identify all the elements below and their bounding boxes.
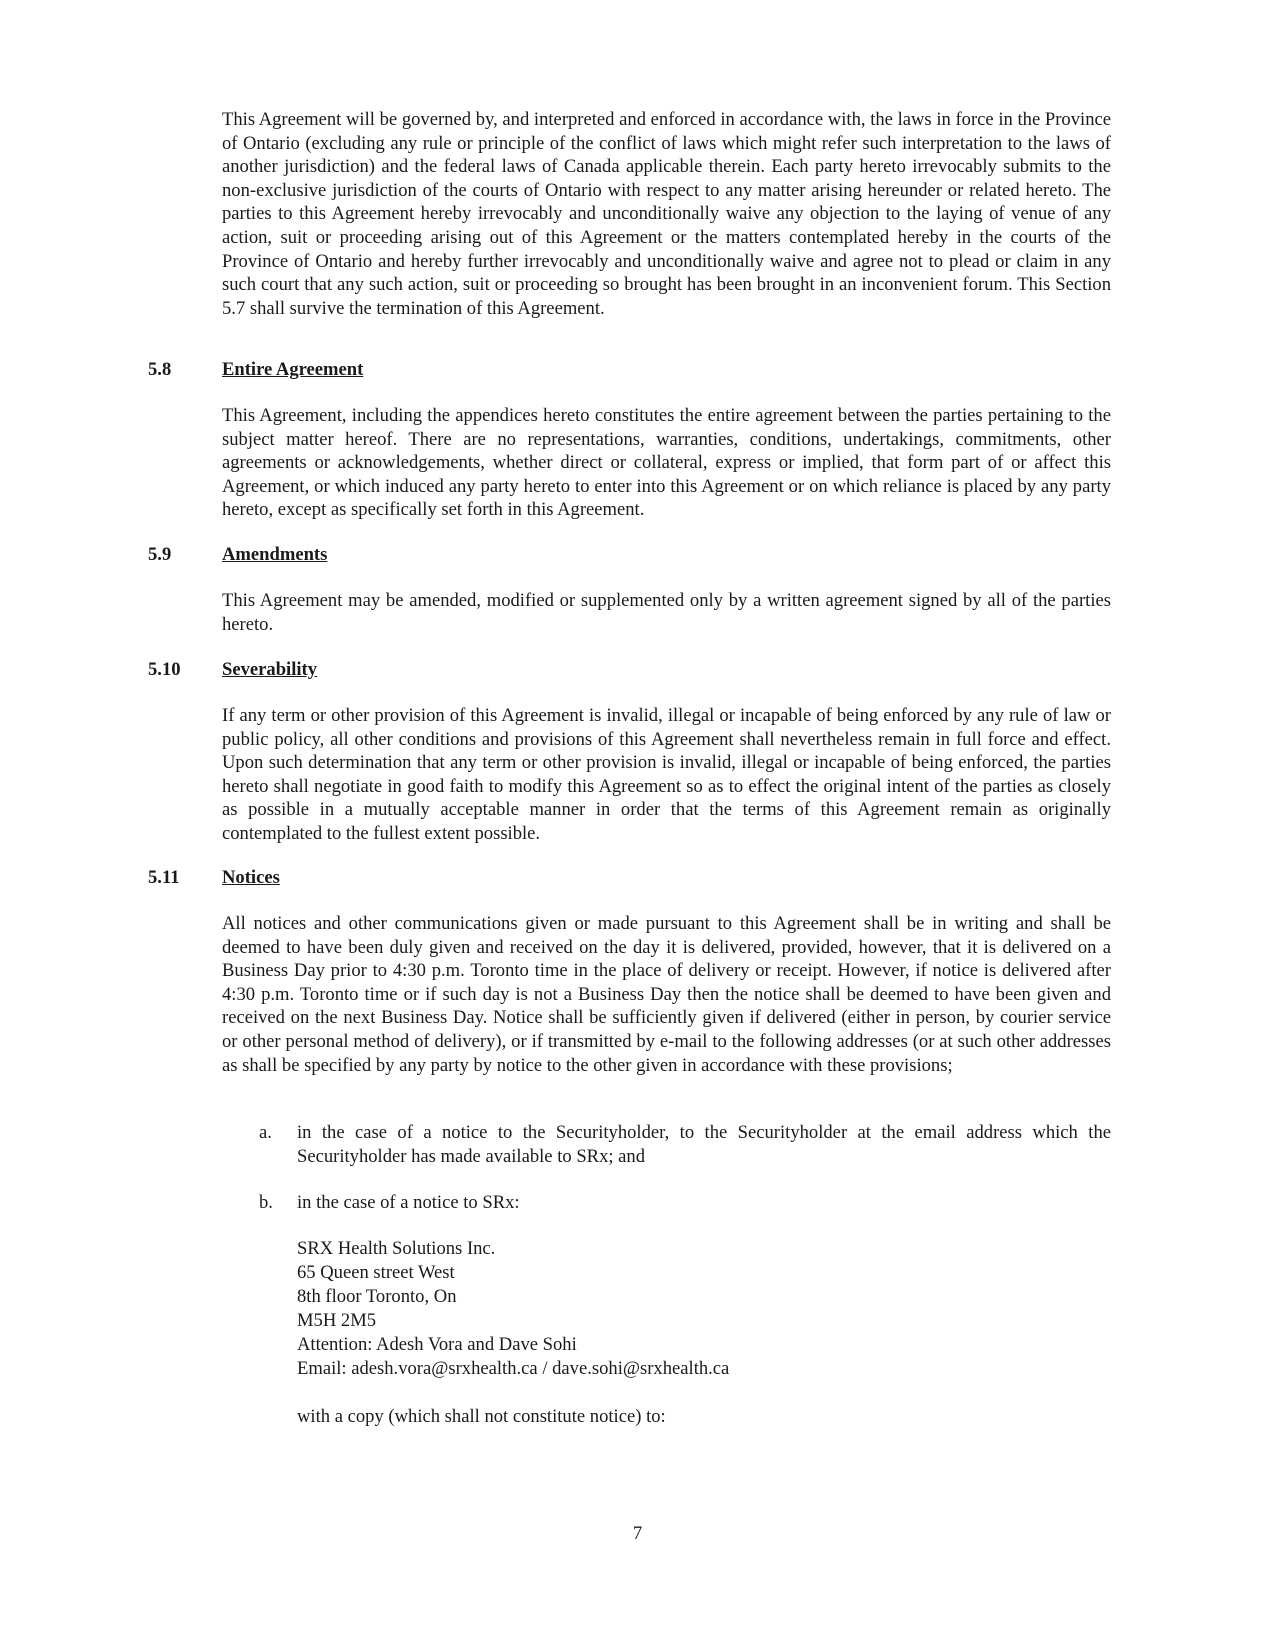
address-postal-code: M5H 2M5 (297, 1310, 377, 1331)
section-body-entire-agreement: This Agreement, including the appendices hereto constitutes the entire agreement between the parties pertaining to the subject matter hereof. There are no representations, warranties, conditions, undertakings, commitments, other agreements or acknowledgements, whether direct or collateral, express or implied, that form part of or affect this Agreement, or which induced any party hereto to enter into this Agreement or on which reliance is placed by any party hereto, except as specifically set forth in this Agreement. (222, 405, 1111, 521)
section-number-5-11: 5.11 (148, 867, 180, 888)
address-attention: Attention: Adesh Vora and Dave Sohi (297, 1334, 577, 1355)
list-marker-b: b. (259, 1192, 273, 1213)
section-title-severability: Severability (222, 659, 318, 680)
address-street: 65 Queen street West (297, 1262, 455, 1283)
list-item-securityholder: in the case of a notice to the Securityholder, to the Securityholder at the email address which the Securityholder has made available to SRx; and (297, 1122, 1111, 1167)
list-item-srx: in the case of a notice to SRx: (297, 1192, 520, 1213)
section-body-amendments: This Agreement may be amended, modified or supplemented only by a written agreement signed by all of the parties hereto. (222, 590, 1111, 635)
section-number-5-8: 5.8 (148, 359, 172, 380)
address-email: Email: adesh.vora@srxhealth.ca / dave.sohi@srxhealth.ca (297, 1358, 730, 1379)
section-number-5-10: 5.10 (148, 659, 181, 680)
section-title-notices: Notices (222, 867, 280, 888)
section-body-severability: If any term or other provision of this Agreement is invalid, illegal or incapable of being enforced by any rule of law or public policy, all other conditions and provisions of this Agreement shall nevertheless remain in full force and effect. Upon such determination that any term or other provision is invalid, illegal or incapable of being enforced, the parties hereto shall negotiate in good faith to modify this Agreement so as to effect the original intent of the parties as closely as possible in a mutually acceptable manner in order that the terms of this Agreement remain as originally contemplated to the fullest extent possible. (222, 705, 1111, 844)
address-floor-city: 8th floor Toronto, On (297, 1286, 457, 1307)
section-title-amendments: Amendments (222, 544, 328, 565)
section-body-notices: All notices and other communications given or made pursuant to this Agreement shall be in writing and shall be deemed to have been duly given and received on the day it is delivered, provided, however, that it is delivered on a Business Day prior to 4:30 p.m. Toronto time in the place of delivery or receipt. However, if notice is delivered after 4:30 p.m. Toronto time or if such day is not a Business Day then the notice shall be deemed to have been given and received on the next Business Day. Notice shall be sufficiently given if delivered (either in person, by courier service or other personal method of delivery), or if transmitted by e-mail to the following addresses (or at such other addresses as shall be specified by any party by notice to the other given in accordance with these provisions; (222, 913, 1111, 1076)
page-number: 7 (632, 1523, 643, 1544)
address-company: SRX Health Solutions Inc. (297, 1238, 496, 1259)
copy-notice-line: with a copy (which shall not constitute notice) to: (297, 1406, 666, 1427)
section-number-5-9: 5.9 (148, 544, 172, 565)
section-title-entire-agreement: Entire Agreement (222, 359, 364, 380)
governing-law-paragraph: This Agreement will be governed by, and interpreted and enforced in accordance with, the laws in force in the Province of Ontario (excluding any rule or principle of the conflict of laws which might refer such interpretation to the laws of another jurisdiction) and the federal laws of Canada applicable therein. Each party hereto irrevocably submits to the non-exclusive jurisdiction of the courts of Ontario with respect to any matter arising hereunder or related hereto. The parties to this Agreement hereby irrevocably and unconditionally waive any objection to the laying of venue of any action, suit or proceeding arising out of this Agreement or the matters contemplated hereby in the courts of the Province of Ontario and hereby further irrevocably and unconditionally waive and agree not to plead or claim in any such court that any such action, suit or proceeding so brought has been brought in an inconvenient forum. This Section 5.7 shall survive the termination of this Agreement. (222, 109, 1111, 319)
list-marker-a: a. (259, 1122, 272, 1143)
